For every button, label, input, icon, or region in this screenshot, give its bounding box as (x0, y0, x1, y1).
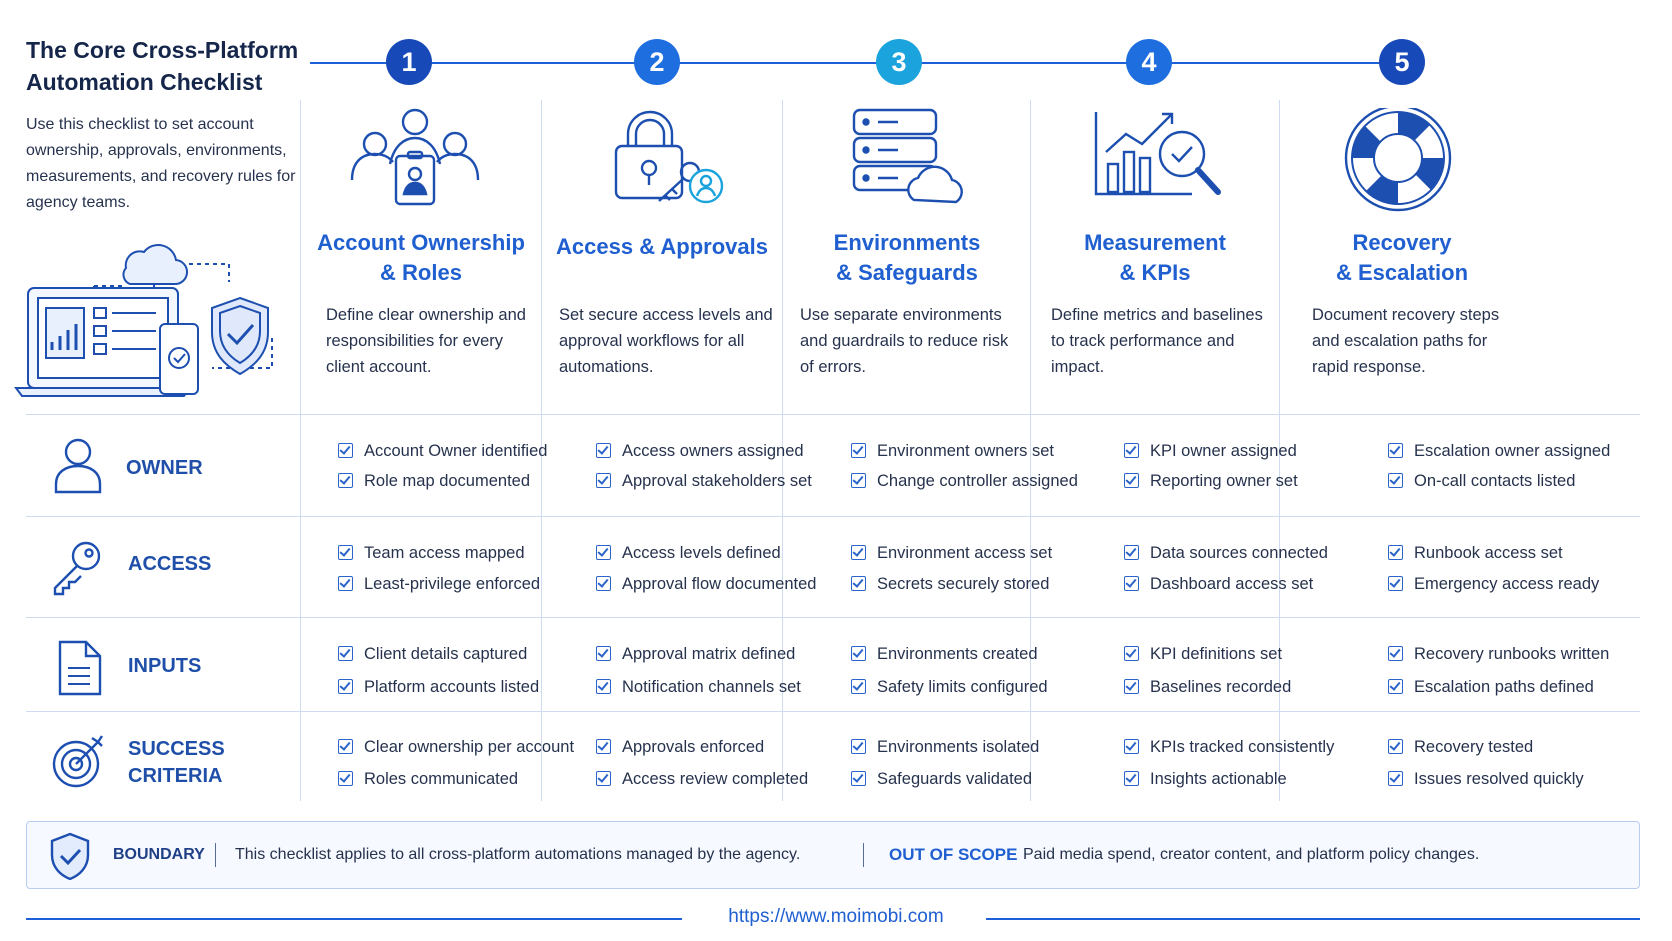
separator (863, 843, 864, 867)
checklist-item-label: Escalation owner assigned (1414, 442, 1611, 460)
column-description: Define metrics and baselines to track performance and impact. (1051, 306, 1263, 376)
checklist-item (338, 768, 518, 790)
checkbox-checked-icon (338, 473, 353, 488)
column-description: Document recovery steps and escalation paths for rapid response. (1312, 306, 1500, 376)
checklist-item-label: KPI definitions set (1150, 645, 1283, 663)
team-icon (350, 108, 480, 218)
checklist-item-label: Recovery runbooks written (1414, 645, 1610, 663)
checklist-item (1124, 768, 1287, 790)
checklist-item-label: Emergency access ready (1414, 575, 1600, 593)
intro-description: Use this checklist to set account ownership, approvals, environments, measurements, and recovery rules for agency teams. (26, 116, 296, 211)
checkbox-checked-icon (1124, 545, 1139, 560)
checklist-item-label: Safety limits configured (877, 678, 1048, 696)
checkbox-checked-icon (1388, 771, 1403, 786)
checklist-item-label: Client details captured (364, 645, 528, 663)
checklist-item (1124, 470, 1298, 492)
checkbox-checked-icon (1388, 545, 1403, 560)
checklist-item (851, 676, 1048, 698)
checkbox-checked-icon (338, 576, 353, 591)
checklist-item (596, 470, 812, 492)
checklist-item (1388, 542, 1563, 564)
key-icon (52, 540, 104, 596)
checkbox-checked-icon (338, 545, 353, 560)
checklist-item-label: Environments created (877, 645, 1038, 663)
checklist-item-label: Insights actionable (1150, 770, 1287, 788)
checklist-item (1124, 676, 1291, 698)
checklist-item (1124, 542, 1328, 564)
checklist-item-label: Notification channels set (622, 678, 801, 696)
checklist-item (1124, 573, 1313, 595)
row-divider (26, 516, 1640, 517)
column-description: Set secure access levels and approval workflows for all automations. (559, 306, 773, 376)
checklist-item-label: Secrets securely stored (877, 575, 1050, 593)
checklist-item-label: Team access mapped (364, 544, 525, 562)
checklist-item (1388, 768, 1584, 790)
step-1-badge: 1 (386, 39, 432, 85)
column-title-environments: Environments & Safeguards (833, 230, 981, 285)
checklist-item-label: Approvals enforced (622, 738, 765, 756)
checkbox-checked-icon (851, 473, 866, 488)
lock-key-icon (606, 108, 726, 218)
boundary-text: This checklist applies to all cross-platform automations managed by the agency. (235, 846, 801, 863)
checklist-item (338, 440, 547, 462)
checkbox-checked-icon (338, 679, 353, 694)
checklist-item (851, 768, 1032, 790)
checklist-item (1388, 440, 1610, 462)
checklist-item-label: Role map documented (364, 472, 531, 490)
checkbox-checked-icon (1388, 473, 1403, 488)
checklist-item-label: Approval flow documented (622, 575, 817, 593)
checklist-item (1124, 440, 1297, 462)
checkbox-checked-icon (596, 443, 611, 458)
checkbox-checked-icon (851, 576, 866, 591)
checklist-item-label: Clear ownership per account (364, 738, 575, 756)
checklist-item-label: Roles communicated (364, 770, 519, 788)
checklist-item (338, 573, 540, 595)
checklist-item (851, 573, 1049, 595)
checkbox-checked-icon (1388, 646, 1403, 661)
checklist-item-label: Access owners assigned (622, 442, 804, 460)
column-description: Define clear ownership and responsibilities for every client account. (326, 306, 526, 376)
checkbox-checked-icon (1388, 443, 1403, 458)
checklist-item-label: Access review completed (622, 770, 809, 788)
checkbox-checked-icon (338, 646, 353, 661)
checklist-item (596, 768, 808, 790)
checklist-item-label: Least-privilege enforced (364, 575, 541, 593)
checklist-item-label: On-call contacts listed (1414, 472, 1576, 490)
checkbox-checked-icon (596, 771, 611, 786)
step-2-badge: 2 (634, 39, 680, 85)
out-of-scope-text: Paid media spend, creator content, and platform policy changes. (1023, 846, 1480, 863)
checklist-item (851, 643, 1038, 665)
checklist-item (1388, 573, 1599, 595)
separator (215, 843, 216, 867)
checklist-item (1388, 643, 1609, 665)
checkbox-checked-icon (338, 739, 353, 754)
checkbox-checked-icon (851, 679, 866, 694)
document-icon (54, 640, 106, 696)
step-4-badge: 4 (1126, 39, 1172, 85)
checkbox-checked-icon (1124, 679, 1139, 694)
shield-check-icon (49, 832, 91, 880)
checkbox-checked-icon (851, 739, 866, 754)
checklist-item (596, 676, 801, 698)
checkbox-checked-icon (1388, 739, 1403, 754)
checklist-item (338, 470, 530, 492)
page-title-line2: Automation Checklist (26, 69, 263, 95)
row-divider (26, 617, 1640, 618)
page-title (26, 34, 316, 98)
step-line (310, 62, 1420, 64)
checklist-item (1124, 736, 1334, 758)
checklist-item-label: KPI owner assigned (1150, 442, 1297, 460)
checklist-item (596, 440, 804, 462)
checklist-item-label: Runbook access set (1414, 544, 1563, 562)
boundary-label: BOUNDARY (113, 846, 205, 863)
checkbox-checked-icon (851, 771, 866, 786)
checkbox-checked-icon (851, 545, 866, 560)
column-title-recovery: Recovery & Escalation (1335, 230, 1469, 285)
checklist-item (596, 542, 781, 564)
checklist-item-label: Dashboard access set (1150, 575, 1314, 593)
footer-line (986, 918, 1640, 920)
column-title-account-ownership: Account Ownership & Roles (317, 230, 525, 285)
checklist-item-label: Approval matrix defined (622, 645, 796, 663)
checklist-item-label: Data sources connected (1150, 544, 1328, 562)
checklist-item-label: Platform accounts listed (364, 678, 540, 696)
checkbox-checked-icon (1124, 443, 1139, 458)
checklist-item (596, 643, 795, 665)
checklist-item (1124, 643, 1282, 665)
checklist-item (851, 440, 1054, 462)
row-label-owner: OWNER (126, 457, 203, 479)
checkbox-checked-icon (1388, 576, 1403, 591)
checkbox-checked-icon (596, 473, 611, 488)
checklist-item (596, 736, 764, 758)
checklist-item-label: Approval stakeholders set (622, 472, 812, 490)
boundary-box (26, 821, 1640, 889)
checkbox-checked-icon (596, 739, 611, 754)
footer-line (26, 918, 682, 920)
server-cloud-icon (850, 108, 970, 218)
checkbox-checked-icon (1124, 771, 1139, 786)
column-title-access-approvals: Access & Approvals (556, 234, 768, 259)
checklist-item (596, 573, 816, 595)
checkbox-checked-icon (1124, 576, 1139, 591)
chart-magnifier-icon (1094, 108, 1224, 218)
checklist-item (1388, 676, 1594, 698)
checklist-item-label: Baselines recorded (1150, 678, 1292, 696)
checklist-item-label: Change controller assigned (877, 472, 1078, 490)
checkbox-checked-icon (596, 679, 611, 694)
checklist-item (338, 643, 527, 665)
checklist-item (338, 676, 539, 698)
checklist-item-label: Account Owner identified (364, 442, 548, 460)
checklist-item (1388, 470, 1575, 492)
out-of-scope-label: OUT OF SCOPE (889, 845, 1018, 864)
checklist-item-label: Issues resolved quickly (1414, 770, 1584, 788)
checklist-item (1388, 736, 1533, 758)
checkbox-checked-icon (1124, 473, 1139, 488)
row-label-success-criteria: SUCCESS CRITERIA (128, 738, 225, 787)
row-divider (26, 414, 1640, 415)
checklist-item-label: Safeguards validated (877, 770, 1033, 788)
footer-url-link[interactable]: https://www.moimobi.com (728, 906, 944, 927)
row-label-access: ACCESS (128, 553, 212, 575)
checklist-item (851, 736, 1039, 758)
checkbox-checked-icon (1388, 679, 1403, 694)
person-icon (52, 438, 104, 494)
checklist-item-label: Access levels defined (622, 544, 781, 562)
checklist-item-label: Environment access set (877, 544, 1053, 562)
target-icon (52, 734, 104, 790)
checkbox-checked-icon (596, 576, 611, 591)
checklist-item-label: Escalation paths defined (1414, 678, 1594, 696)
lifebuoy-icon (1342, 108, 1454, 218)
checklist-item (338, 542, 525, 564)
checkbox-checked-icon (596, 646, 611, 661)
checklist-item (851, 542, 1052, 564)
devices-cloud-shield-icon (14, 228, 284, 408)
page-title-line1: The Core Cross-Platform (26, 37, 299, 63)
checklist-item-label: Environment owners set (877, 442, 1054, 460)
step-3-badge: 3 (876, 39, 922, 85)
row-label-inputs: INPUTS (128, 655, 202, 677)
column-description: Use separate environments and guardrails to reduce risk of errors. (800, 306, 1009, 376)
checkbox-checked-icon (1124, 739, 1139, 754)
checkbox-checked-icon (596, 545, 611, 560)
checklist-item-label: Environments isolated (877, 738, 1040, 756)
checkbox-checked-icon (851, 646, 866, 661)
column-title-measurement: Measurement & KPIs (1084, 230, 1226, 285)
checkbox-checked-icon (851, 443, 866, 458)
checklist-item (851, 470, 1078, 492)
checkbox-checked-icon (338, 443, 353, 458)
checkbox-checked-icon (1124, 646, 1139, 661)
checklist-item (338, 736, 574, 758)
step-5-badge: 5 (1379, 39, 1425, 85)
checkbox-checked-icon (338, 771, 353, 786)
row-divider (26, 711, 1640, 712)
checklist-item-label: KPIs tracked consistently (1150, 738, 1335, 756)
checklist-item-label: Recovery tested (1414, 738, 1534, 756)
checklist-item-label: Reporting owner set (1150, 472, 1298, 490)
column-divider (300, 100, 301, 801)
